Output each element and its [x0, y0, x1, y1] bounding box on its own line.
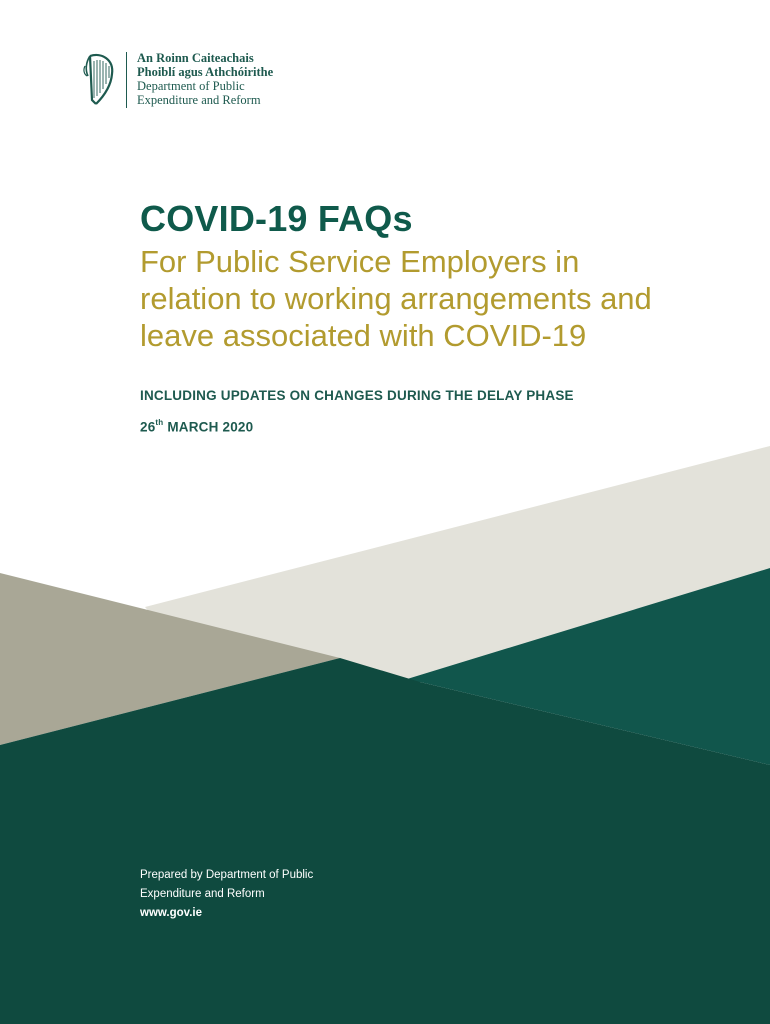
logo-line-irish-1: An Roinn Caiteachais: [137, 51, 254, 65]
page-subtitle: [140, 243, 740, 354]
department-name: [137, 51, 273, 107]
date-month-year: MARCH 2020: [163, 419, 254, 435]
date-suffix: th: [155, 418, 164, 427]
prepared-by-line: Prepared by Department of Public: [140, 869, 314, 881]
subtitle-line: leave associated with COVID-19: [140, 318, 587, 353]
update-note: INCLUDING UPDATES ON CHANGES DURING THE DELAY PHASE: [140, 388, 574, 403]
subtitle-line: For Public Service Employers in: [140, 244, 580, 279]
harp-icon: [82, 52, 118, 106]
prepared-by-line: Expenditure and Reform: [140, 888, 265, 900]
footer: [140, 866, 313, 923]
subtitle-line: relation to working arrangements and: [140, 281, 652, 316]
logo-line-english-2: Expenditure and Reform: [137, 93, 261, 107]
page-title: COVID-19 FAQs: [140, 198, 413, 239]
website-link[interactable]: www.gov.ie: [140, 907, 202, 919]
publication-date: [140, 419, 253, 435]
logo-divider: [126, 52, 127, 108]
logo-line-english-1: Department of Public: [137, 79, 245, 93]
logo-line-irish-2: Phoiblí agus Athchóirithe: [137, 65, 274, 79]
date-day: 26: [140, 419, 156, 435]
